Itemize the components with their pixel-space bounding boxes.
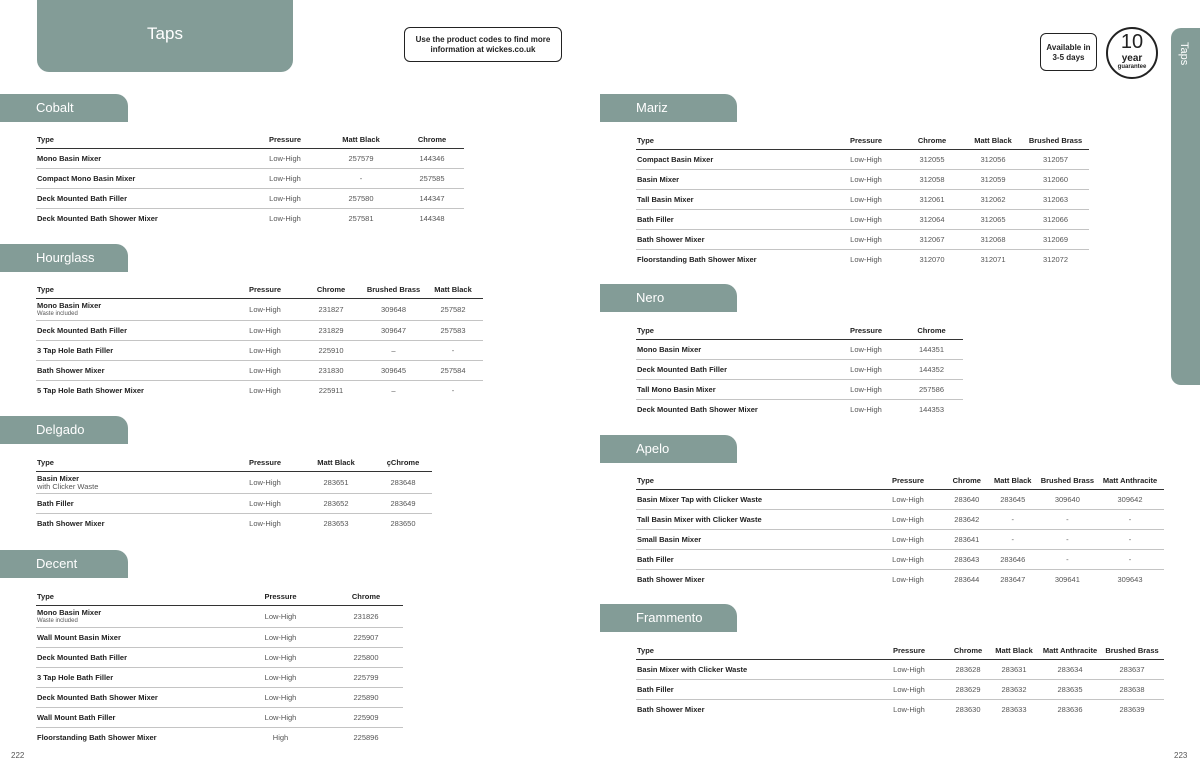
column-header: Pressure xyxy=(870,641,948,660)
table-row xyxy=(36,472,432,494)
cell-code: - xyxy=(1096,510,1164,530)
cell-code: 283638 xyxy=(1100,680,1164,700)
table-row xyxy=(36,514,432,534)
cell-pressure: Low-High xyxy=(832,190,900,210)
cell-code: 283653 xyxy=(323,519,349,528)
section-name: Delgado xyxy=(36,422,85,437)
cell-code: 283646 xyxy=(987,550,1039,570)
info-line-2: information at wickes.co.uk xyxy=(430,45,536,54)
cell-code: 312061 xyxy=(900,190,964,210)
info-line-1: Use the product codes to find more xyxy=(415,35,551,44)
section-heading-cobalt xyxy=(0,94,128,122)
cell-type-label: Mono Basin Mixer xyxy=(37,607,102,617)
cell-pressure: Low-High xyxy=(832,380,900,400)
section-name: Apelo xyxy=(636,441,670,456)
table-delgado xyxy=(36,453,432,533)
cell-type: Bath Shower Mixer xyxy=(37,518,105,528)
cell-pressure: Low-High xyxy=(850,255,882,264)
cell-pressure: Low-High xyxy=(832,340,900,360)
cell-code: 144346 xyxy=(400,149,464,169)
guarantee-word: guarantee xyxy=(1117,64,1147,70)
cell-code: 312063 xyxy=(1022,190,1089,210)
section-name: Hourglass xyxy=(36,250,95,265)
availability-line-1: Available in xyxy=(1046,43,1091,52)
cell-code: 312069 xyxy=(1022,230,1089,250)
cell-code: 309647 xyxy=(364,321,423,341)
table-row xyxy=(636,490,1164,510)
cell-code: - xyxy=(1039,510,1096,530)
table-mariz xyxy=(636,131,1089,269)
table-header-row xyxy=(636,321,963,340)
cell-code: 309641 xyxy=(1054,575,1080,584)
cell-type: 3 Tap Hole Bath Filler xyxy=(36,668,232,688)
table-row xyxy=(636,550,1164,570)
table-apelo xyxy=(636,471,1164,589)
cell-type-label: Basin Mixer xyxy=(37,473,80,483)
cell-type: Basin Mixer xyxy=(636,170,832,190)
table-nero xyxy=(636,321,963,419)
column-header: Chrome xyxy=(947,471,987,490)
table-row xyxy=(636,150,1089,170)
cell-code: - xyxy=(1096,550,1164,570)
table-frammento xyxy=(636,641,1164,719)
cell-type: Deck Mounted Bath Shower Mixer xyxy=(37,213,158,223)
cell-code: 283643 xyxy=(947,550,987,570)
cell-code: 231830 xyxy=(298,361,364,381)
table-header-row xyxy=(636,131,1089,150)
cell-code: 225890 xyxy=(329,688,403,708)
column-header: Type xyxy=(36,280,232,299)
table-row xyxy=(36,321,483,341)
cell-code: 312055 xyxy=(900,150,964,170)
column-header: Matt Black xyxy=(964,131,1022,150)
column-header: Type xyxy=(636,321,832,340)
cell-pressure: Low-High xyxy=(870,660,948,680)
table-row xyxy=(636,400,963,420)
cell-pressure: Low-High xyxy=(869,550,947,570)
cell-pressure: Low-High xyxy=(232,321,298,341)
cell-code: 309640 xyxy=(1039,490,1096,510)
cell-pressure: Low-High xyxy=(232,628,329,648)
guarantee-badge xyxy=(1106,27,1158,79)
cell-pressure: Low-High xyxy=(832,150,900,170)
cell-code: 283648 xyxy=(374,472,432,494)
cell-code: - xyxy=(451,386,455,395)
cell-type: Bath Filler xyxy=(636,550,869,570)
cell-code: – xyxy=(364,341,423,361)
column-header: Brushed Brass xyxy=(1022,131,1089,150)
cell-code: 283639 xyxy=(1119,705,1145,714)
column-header: Type xyxy=(36,130,248,149)
table-row xyxy=(36,169,464,189)
cell-pressure: Low-High xyxy=(232,494,298,514)
cell-type: Deck Mounted Bath Shower Mixer xyxy=(36,688,232,708)
column-header: Matt Anthracite xyxy=(1040,641,1100,660)
cell-pressure: Low-High xyxy=(232,606,329,628)
table-row xyxy=(36,381,483,401)
cell-code: – xyxy=(391,386,396,395)
cell-type: Bath Shower Mixer xyxy=(636,230,832,250)
cell-code: 231829 xyxy=(298,321,364,341)
table-header-row xyxy=(636,641,1164,660)
section-heading-decent xyxy=(0,550,128,578)
column-header: Chrome xyxy=(329,587,403,606)
cell-code: 257583 xyxy=(423,321,483,341)
table-row xyxy=(636,570,1164,590)
column-header: Chrome xyxy=(948,641,988,660)
cell-code: 312068 xyxy=(964,230,1022,250)
cell-type: 5 Tap Hole Bath Shower Mixer xyxy=(37,385,144,395)
section-heading-delgado xyxy=(0,416,128,444)
cell-type: Bath Filler xyxy=(636,680,870,700)
cell-type: Mono Basin Mixer xyxy=(636,340,832,360)
table-row xyxy=(36,341,483,361)
table-header-row xyxy=(36,587,403,606)
cell-code: 257579 xyxy=(322,149,400,169)
cell-pressure: Low-High xyxy=(232,648,329,668)
table-row xyxy=(636,250,1089,270)
cell-code: 312064 xyxy=(900,210,964,230)
cell-pressure: Low-High xyxy=(893,705,925,714)
cell-code: 309645 xyxy=(364,361,423,381)
table-row xyxy=(636,230,1089,250)
table-row xyxy=(636,680,1164,700)
table-row xyxy=(636,700,1164,720)
column-header: Pressure xyxy=(248,130,322,149)
cell-code: 225800 xyxy=(329,648,403,668)
cell-code: - xyxy=(1039,550,1096,570)
table-row xyxy=(36,149,464,169)
cell-type: Wall Mount Bath Filler xyxy=(36,708,232,728)
cell-code: 283652 xyxy=(298,494,374,514)
table-header-row xyxy=(636,471,1164,490)
table-row xyxy=(636,510,1164,530)
cell-pressure: Low-High xyxy=(249,519,281,528)
side-tab xyxy=(1171,28,1200,385)
table-row xyxy=(36,606,403,628)
cell-type: Bath Shower Mixer xyxy=(36,361,232,381)
cell-code: 283637 xyxy=(1100,660,1164,680)
cell-code: 144353 xyxy=(918,405,945,414)
cell-code: 283645 xyxy=(987,490,1039,510)
column-header: Matt Black xyxy=(423,280,483,299)
column-header: çChrome xyxy=(374,453,432,472)
cell-pressure: Low-High xyxy=(832,230,900,250)
cell-pressure: Low-High xyxy=(248,169,322,189)
table-row xyxy=(636,190,1089,210)
cell-type: Deck Mounted Bath Shower Mixer xyxy=(637,404,758,414)
column-header: Type xyxy=(636,641,870,660)
cell-code: 309643 xyxy=(1117,575,1143,584)
cell-type: Deck Mounted Bath Filler xyxy=(636,360,832,380)
table-row xyxy=(636,340,963,360)
table-row xyxy=(36,728,403,748)
table-cobalt xyxy=(36,130,464,228)
table-hourglass xyxy=(36,280,483,400)
cell-type xyxy=(36,472,232,494)
cell-code: 257585 xyxy=(400,169,464,189)
table-row xyxy=(36,708,403,728)
cell-pressure: Low-High xyxy=(832,210,900,230)
cell-type: Bath Shower Mixer xyxy=(637,574,705,584)
cell-type: Floorstanding Bath Shower Mixer xyxy=(637,254,757,264)
cell-pressure: Low-High xyxy=(892,575,924,584)
guarantee-year: year xyxy=(1121,53,1143,64)
column-header: Matt Anthracite xyxy=(1096,471,1164,490)
cell-code: 283632 xyxy=(988,680,1040,700)
cell-code: 225896 xyxy=(353,733,379,742)
availability-line-2: 3-5 days xyxy=(1052,53,1085,62)
column-header: Matt Black xyxy=(322,130,400,149)
table-row xyxy=(36,668,403,688)
cell-code: 312066 xyxy=(1022,210,1089,230)
cell-pressure: High xyxy=(272,733,289,742)
cell-code: - xyxy=(322,169,400,189)
table-row xyxy=(36,628,403,648)
page-title-text: Taps xyxy=(147,24,183,43)
cell-type xyxy=(36,606,232,628)
cell-code: 283644 xyxy=(954,575,980,584)
cell-code: 312057 xyxy=(1022,150,1089,170)
cell-code: 283628 xyxy=(948,660,988,680)
cell-code: 283636 xyxy=(1057,705,1083,714)
cell-code: 309642 xyxy=(1096,490,1164,510)
table-row xyxy=(36,361,483,381)
cell-code: - xyxy=(987,510,1039,530)
cell-code: 312056 xyxy=(964,150,1022,170)
cell-pressure: Low-High xyxy=(232,299,298,321)
cell-code: 312072 xyxy=(1042,255,1069,264)
cell-code: 312062 xyxy=(964,190,1022,210)
cell-pressure: Low-High xyxy=(869,530,947,550)
cell-type: Basin Mixer with Clicker Waste xyxy=(636,660,870,680)
section-name: Nero xyxy=(636,290,665,305)
cell-code: 309648 xyxy=(364,299,423,321)
cell-type: Bath Filler xyxy=(636,210,832,230)
column-header: Type xyxy=(636,471,869,490)
cell-code: 283647 xyxy=(1000,575,1026,584)
cell-code: 225910 xyxy=(298,341,364,361)
cell-pressure: Low-High xyxy=(232,708,329,728)
cell-code: 283649 xyxy=(374,494,432,514)
table-header-row xyxy=(36,453,432,472)
cell-type xyxy=(36,299,232,321)
column-header: Matt Black xyxy=(298,453,374,472)
section-heading-nero xyxy=(600,284,737,312)
cell-code: 225799 xyxy=(329,668,403,688)
cell-code: 144348 xyxy=(419,214,445,223)
cell-code: 312060 xyxy=(1022,170,1089,190)
cell-pressure: Low-High xyxy=(869,490,947,510)
cell-code: 283635 xyxy=(1040,680,1100,700)
info-note xyxy=(404,27,562,62)
cell-code: 257586 xyxy=(900,380,963,400)
cell-code: - xyxy=(423,341,483,361)
cell-code: 283633 xyxy=(1001,705,1027,714)
cell-pressure: Low-High xyxy=(869,510,947,530)
cell-type: Deck Mounted Bath Filler xyxy=(36,648,232,668)
column-header: Pressure xyxy=(232,280,298,299)
column-header: Brushed Brass xyxy=(1100,641,1164,660)
table-row xyxy=(36,189,464,209)
cell-pressure: Low-High xyxy=(232,472,298,494)
cell-code: 231827 xyxy=(298,299,364,321)
cell-code: - xyxy=(987,530,1039,550)
cell-code: 257580 xyxy=(322,189,400,209)
cell-type: 3 Tap Hole Bath Filler xyxy=(36,341,232,361)
section-heading-hourglass xyxy=(0,244,128,272)
section-heading-apelo xyxy=(600,435,737,463)
column-header: Type xyxy=(36,587,232,606)
cell-type: Tall Basin Mixer xyxy=(636,190,832,210)
cell-code: 257581 xyxy=(348,214,374,223)
table-row xyxy=(36,648,403,668)
cell-code: 225911 xyxy=(318,386,344,395)
cell-type-note: Waste included xyxy=(37,310,78,317)
cell-code: 144347 xyxy=(400,189,464,209)
section-name: Cobalt xyxy=(36,100,74,115)
column-header: Chrome xyxy=(400,130,464,149)
cell-type: Wall Mount Basin Mixer xyxy=(36,628,232,648)
page-number-right: 223 xyxy=(1174,751,1188,760)
column-header: Pressure xyxy=(232,453,298,472)
table-row xyxy=(36,688,403,708)
cell-code: 312067 xyxy=(900,230,964,250)
table-row xyxy=(636,660,1164,680)
cell-pressure: Low-High xyxy=(248,149,322,169)
section-heading-frammento xyxy=(600,604,737,632)
cell-type: Bath Filler xyxy=(36,494,232,514)
cell-code: - xyxy=(1039,530,1096,550)
cell-code: 283651 xyxy=(298,472,374,494)
table-row xyxy=(36,494,432,514)
cell-pressure: Low-High xyxy=(269,214,301,223)
cell-code: 312071 xyxy=(980,255,1006,264)
section-name: Mariz xyxy=(636,100,668,115)
cell-code: 283634 xyxy=(1040,660,1100,680)
cell-code: 312070 xyxy=(919,255,945,264)
cell-type: Tall Basin Mixer with Clicker Waste xyxy=(636,510,869,530)
column-header: Brushed Brass xyxy=(1039,471,1096,490)
cell-type: Compact Mono Basin Mixer xyxy=(36,169,248,189)
cell-type: Small Basin Mixer xyxy=(636,530,869,550)
column-header: Chrome xyxy=(298,280,364,299)
section-heading-mariz xyxy=(600,94,737,122)
cell-code: 257582 xyxy=(423,299,483,321)
cell-code: 144351 xyxy=(900,340,963,360)
cell-code: 225909 xyxy=(329,708,403,728)
section-name: Decent xyxy=(36,556,78,571)
cell-code: 225907 xyxy=(329,628,403,648)
cell-code: 231826 xyxy=(329,606,403,628)
cell-code: 283641 xyxy=(947,530,987,550)
page-title xyxy=(37,0,293,72)
cell-pressure: Low-High xyxy=(832,170,900,190)
cell-type: Floorstanding Bath Shower Mixer xyxy=(37,732,157,742)
table-row xyxy=(36,299,483,321)
table-row xyxy=(36,209,464,229)
table-row xyxy=(636,380,963,400)
cell-type-label: Mono Basin Mixer xyxy=(37,300,102,310)
table-decent xyxy=(36,587,403,747)
cell-pressure: Low-High xyxy=(850,405,882,414)
column-header: Pressure xyxy=(832,321,900,340)
column-header: Pressure xyxy=(232,587,329,606)
cell-type: Bath Shower Mixer xyxy=(637,704,705,714)
table-header-row xyxy=(36,280,483,299)
guarantee-number: 10 xyxy=(1120,31,1144,53)
cell-pressure: Low-High xyxy=(870,680,948,700)
table-row xyxy=(636,170,1089,190)
column-header: Brushed Brass xyxy=(364,280,423,299)
column-header: Type xyxy=(36,453,232,472)
column-header: Chrome xyxy=(900,131,964,150)
column-header: Pressure xyxy=(832,131,900,150)
cell-code: 283630 xyxy=(955,705,981,714)
cell-code: - xyxy=(1096,530,1164,550)
table-row xyxy=(636,210,1089,230)
availability-badge xyxy=(1040,33,1097,71)
cell-pressure: Low-High xyxy=(232,341,298,361)
cell-code: 144352 xyxy=(900,360,963,380)
cell-code: 312059 xyxy=(964,170,1022,190)
cell-type: Tall Mono Basin Mixer xyxy=(636,380,832,400)
cell-pressure: Low-High xyxy=(248,189,322,209)
cell-type: Deck Mounted Bath Filler xyxy=(36,321,232,341)
table-header-row xyxy=(36,130,464,149)
cell-code: 312058 xyxy=(900,170,964,190)
cell-type: Compact Basin Mixer xyxy=(636,150,832,170)
cell-pressure: Low-High xyxy=(232,668,329,688)
column-header: Type xyxy=(636,131,832,150)
page-number-left: 222 xyxy=(11,751,25,760)
cell-code: 283631 xyxy=(988,660,1040,680)
cell-pressure: Low-High xyxy=(249,386,281,395)
cell-code: 283642 xyxy=(947,510,987,530)
cell-type: Basin Mixer Tap with Clicker Waste xyxy=(636,490,869,510)
cell-code: 283650 xyxy=(390,519,416,528)
table-row xyxy=(636,360,963,380)
column-header: Chrome xyxy=(900,321,963,340)
cell-code: 257584 xyxy=(423,361,483,381)
cell-pressure: Low-High xyxy=(232,361,298,381)
cell-pressure: Low-High xyxy=(232,688,329,708)
column-header: Matt Black xyxy=(987,471,1039,490)
side-tab-label: Taps xyxy=(1178,42,1190,66)
cell-type: Deck Mounted Bath Filler xyxy=(36,189,248,209)
cell-type: Mono Basin Mixer xyxy=(36,149,248,169)
cell-code: 283629 xyxy=(948,680,988,700)
cell-code: 312065 xyxy=(964,210,1022,230)
cell-pressure: Low-High xyxy=(832,360,900,380)
cell-type-note: Waste included xyxy=(37,617,78,624)
column-header: Pressure xyxy=(869,471,947,490)
cell-type-note: with Clicker Waste xyxy=(37,481,99,491)
column-header: Matt Black xyxy=(988,641,1040,660)
table-row xyxy=(636,530,1164,550)
section-name: Frammento xyxy=(636,610,703,625)
cell-code: 283640 xyxy=(947,490,987,510)
